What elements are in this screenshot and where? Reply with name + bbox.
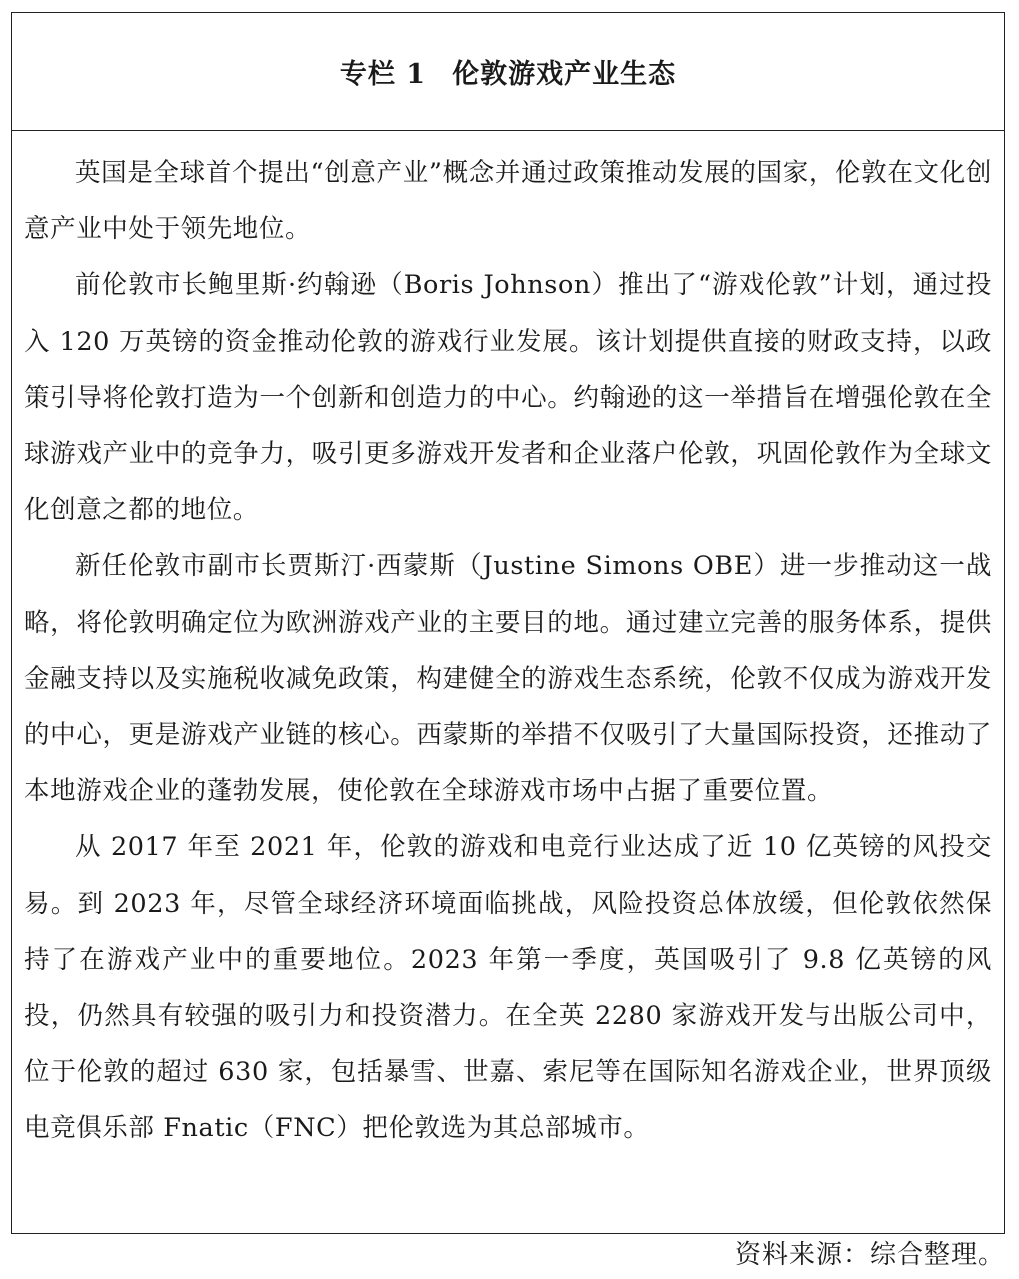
paragraph-intro: 英国是全球首个提出“创意产业”概念并通过政策推动发展的国家，伦敦在文化创意产业中处于领先地位。: [24, 158, 992, 245]
column-box: [11, 12, 1005, 1234]
paragraph-games-london: 前伦敦市长鲍里斯·约翰逊（Boris Johnson）推出了“游戏伦敦”计划，通过投入 120 万英镑的资金推动伦敦的游戏行业发展。该计划提供直接的财政支持，以政策引导将伦敦打造为一个创新和创造力的中心。约翰逊的这一举措旨在增强伦敦在全球游戏产业中的竞争力，吸引更多游戏开发者和企业落户伦敦，巩固伦敦作为全球文化创意之都的地位。: [24, 270, 992, 526]
column-body: [12, 131, 1004, 1157]
column-title: [340, 52, 676, 91]
column-label: 专栏 1: [339, 59, 427, 90]
source-note: 资料来源：综合整理。: [734, 1240, 1005, 1270]
column-title-text: 伦敦游戏产业生态: [452, 59, 677, 90]
paragraph-deputy-mayor: 新任伦敦市副市长贾斯汀·西蒙斯（Justine Simons OBE）进一步推动这一战略，将伦敦明确定位为欧洲游戏产业的主要目的地。通过建立完善的服务体系，提供金融支持以及实施税收减免政策，构建健全的游戏生态系统，伦敦不仅成为游戏开发的中心，更是游戏产业链的核心。西蒙斯的举措不仅吸引了大量国际投资，还推动了本地游戏企业的蓬勃发展，使伦敦在全球游戏市场中占据了重要位置。: [24, 551, 992, 807]
paragraph-venture-capital: 从 2017 年至 2021 年，伦敦的游戏和电竞行业达成了近 10 亿英镑的风投交易。到 2023 年，尽管全球经济环境面临挑战，风险投资总体放缓，但伦敦依然保持了在游戏产业中的重要地位。2023 年第一季度，英国吸引了 9.8 亿英镑的风投，仍然具有较强的吸引力和投资潜力。在全英 2280 家游戏开发与出版公司中，位于伦敦的超过 630 家，包括暴雪、世嘉、索尼等在国际知名游戏企业，世界顶级电竞俱乐部 Fnatic（FNC）把伦敦选为其总部城市。: [24, 832, 992, 1144]
column-header: [12, 13, 1004, 131]
